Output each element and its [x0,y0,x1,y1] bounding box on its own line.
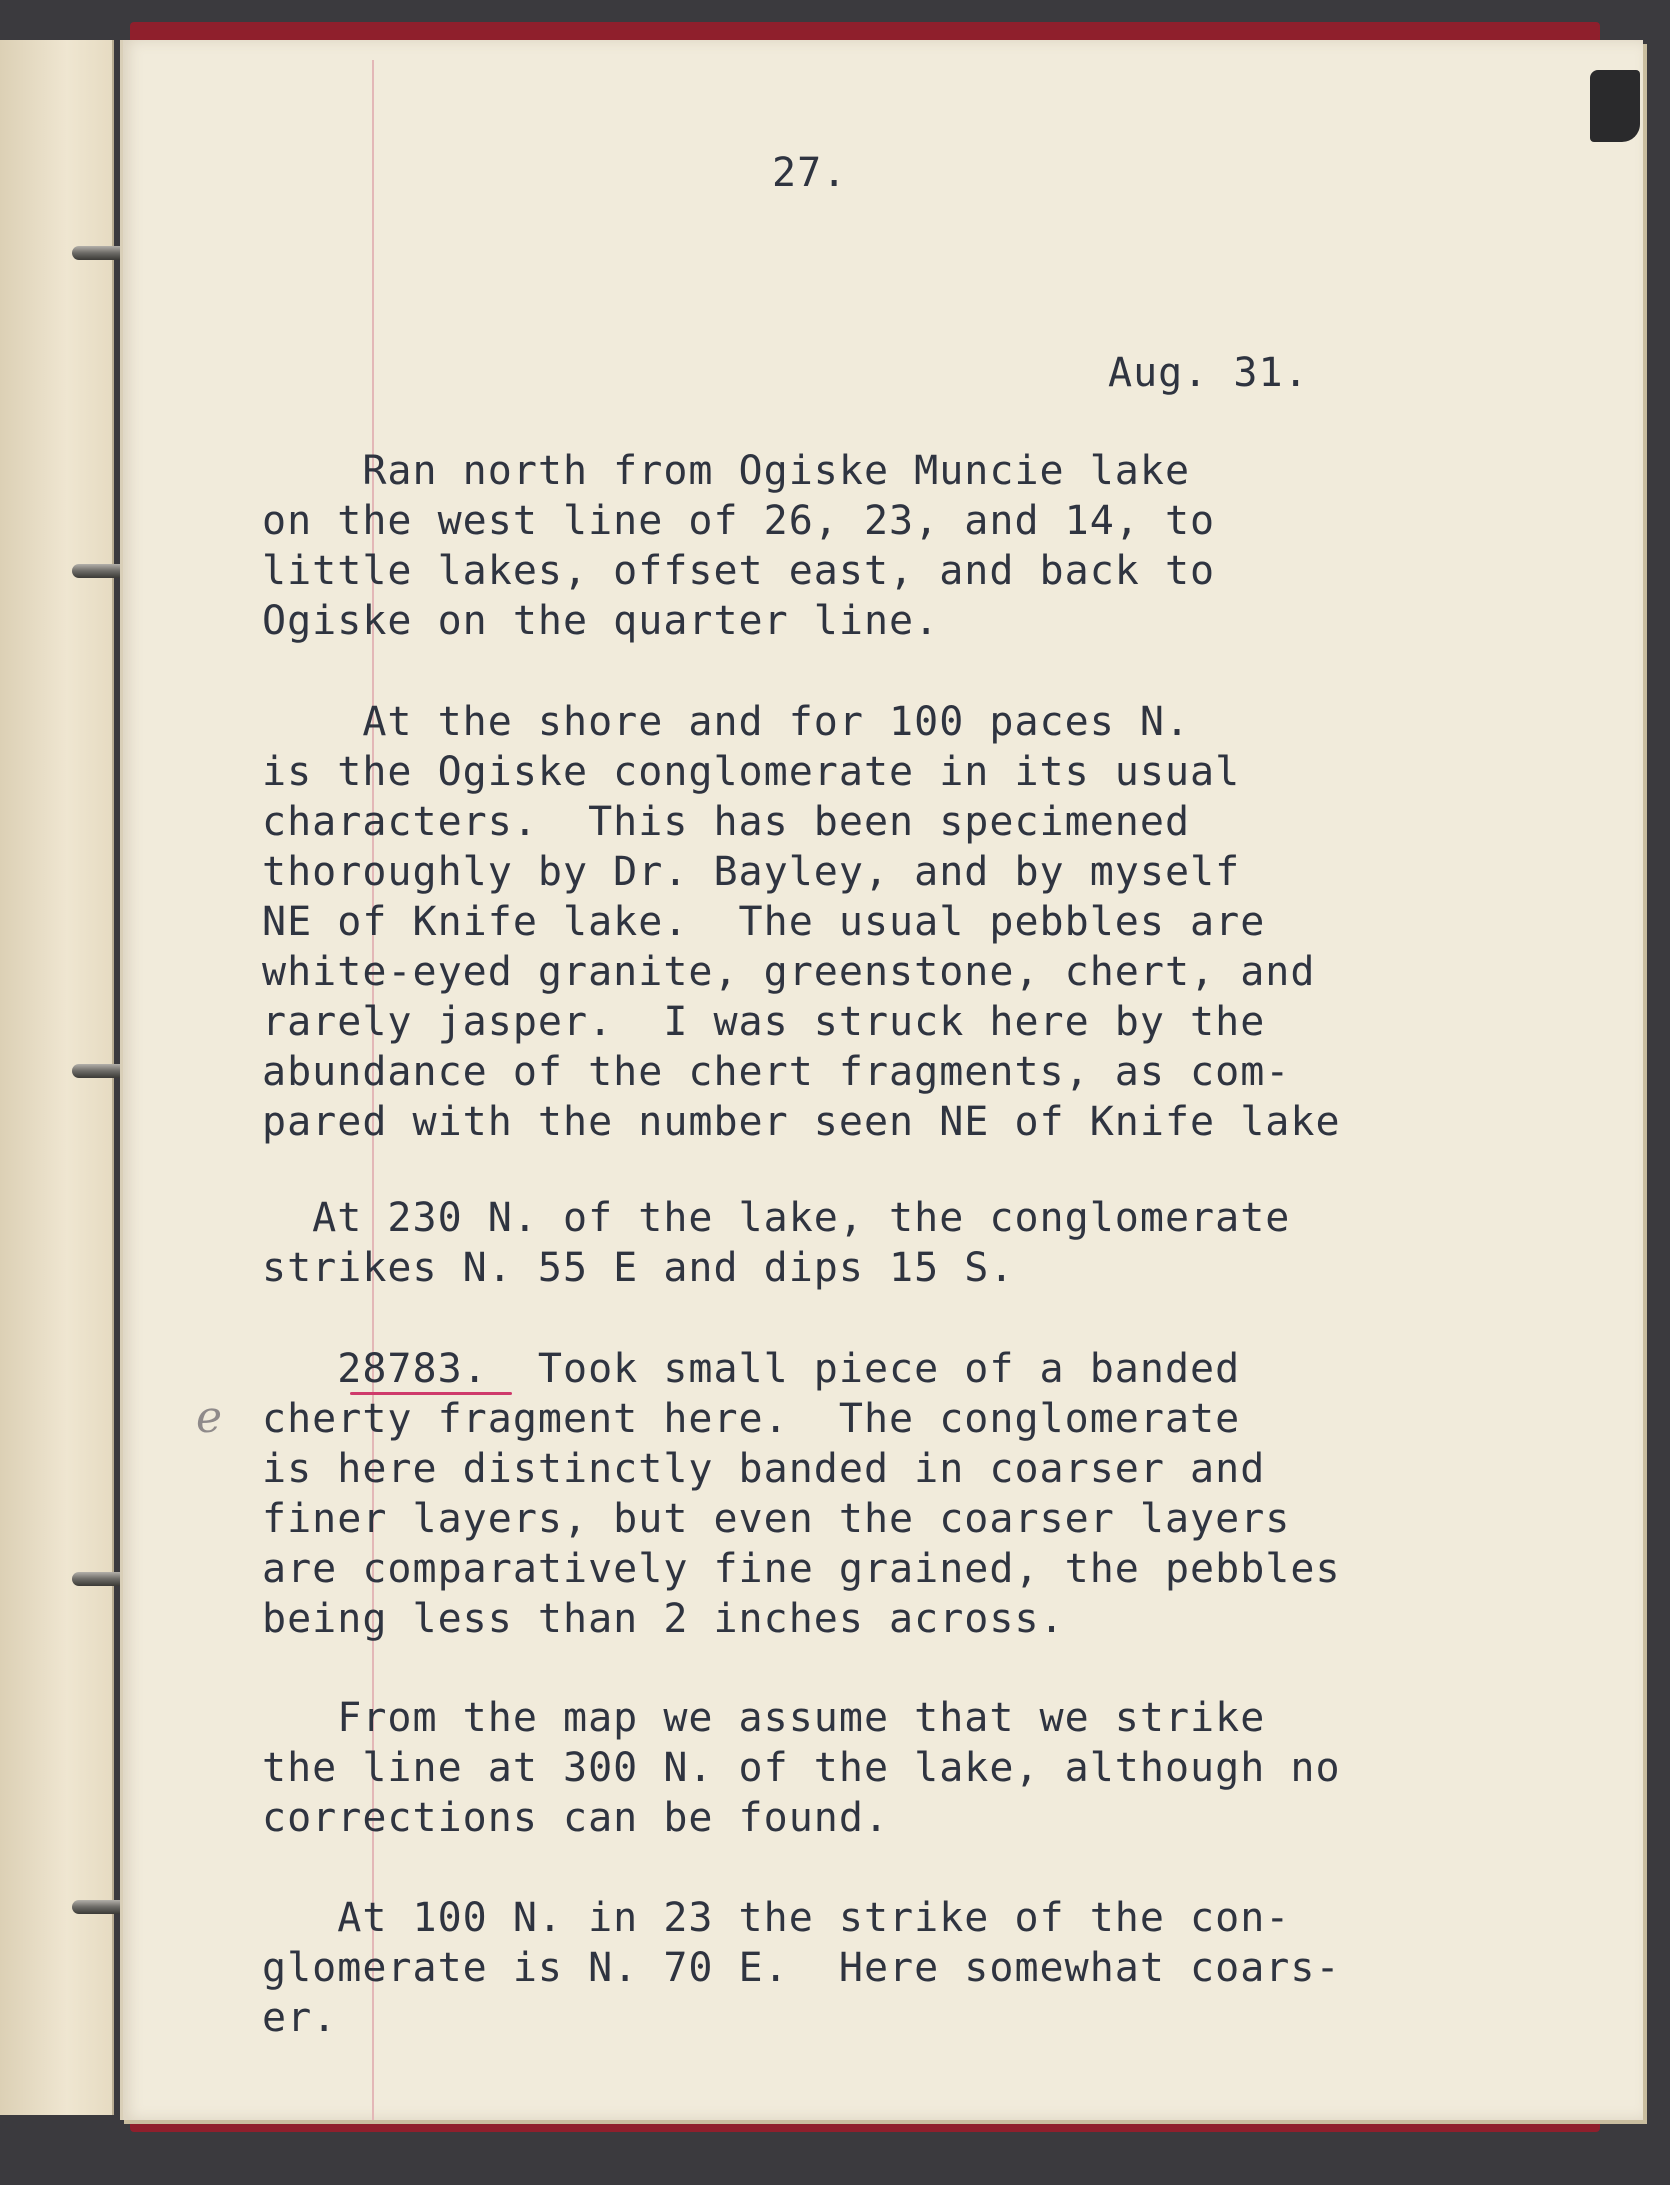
paragraph: At the shore and for 100 paces N. is the Ogiske conglomerate in its usual characters. This has been specimened thoroughly by Dr. Bayley, and by myself NE of Knife lake. The usual pebbles are white-eyed granite, greenstone, chert, and rarely jasper. I was struck here by the abundance of the chert fragments, as com- pared with the number seen NE of Knife lake [262,699,1341,1145]
paragraph: At 230 N. of the lake, the conglomerate strikes N. 55 E and dips 15 S. [262,1195,1291,1291]
page-number: 27. [772,150,848,196]
margin-note: e [196,1392,223,1443]
paragraph: From the map we assume that we strike the line at 300 N. of the lake, although no corrections can be found. [262,1695,1341,1841]
entry-date: Aug. 31. [1108,350,1309,396]
paragraph: Ran north from Ogiske Muncie lake on the west line of 26, 23, and 14, to little lakes, offset east, and back to Ogiske on the quarter line. [262,448,1216,644]
paragraph: 28783. Took small piece of a banded cherty fragment here. The conglomerate is here distinctly banded in coarser and finer layers, but even the coarser layers are comparatively fine grained, the pebbles being less than 2 inches across. [262,1346,1341,1642]
corner-tab [1590,70,1640,142]
paragraph: At 100 N. in 23 the strike of the con- glomerate is N. 70 E. Here somewhat coars- er. [262,1895,1341,2041]
specimen-number-underline [350,1392,512,1395]
